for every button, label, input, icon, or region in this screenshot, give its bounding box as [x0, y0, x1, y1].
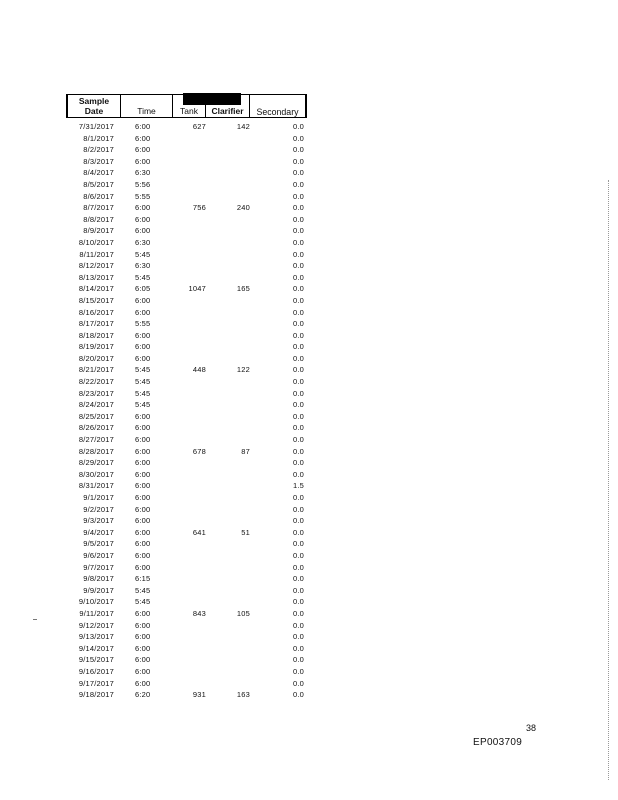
cell-secondary: 0.0: [292, 249, 304, 259]
cell-sample-date: 9/16/2017: [78, 666, 114, 676]
header-tank: Tank: [180, 106, 198, 116]
cell-sample-date: 8/19/2017: [78, 342, 114, 352]
table-row: [66, 214, 307, 226]
cell-sample-date: 8/13/2017: [78, 272, 114, 282]
cell-clarifier: 122: [236, 365, 250, 375]
cell-sample-date: 8/7/2017: [83, 203, 114, 213]
cell-tank: 627: [192, 122, 206, 131]
cell-time: 6:00: [135, 608, 151, 618]
cell-time: 6:00: [135, 423, 151, 433]
cell-sample-date: 9/18/2017: [78, 690, 114, 700]
table-row: [66, 689, 307, 701]
table-row: [66, 133, 307, 145]
cell-time: 6:00: [135, 133, 151, 143]
cell-time: 6:00: [135, 446, 151, 456]
table-row: [66, 202, 307, 214]
table-row: [66, 457, 307, 469]
cell-sample-date: 8/4/2017: [83, 168, 114, 178]
cell-time: 6:00: [135, 550, 151, 560]
cell-sample-date: 8/31/2017: [78, 481, 114, 491]
cell-secondary: 0.0: [292, 203, 304, 213]
cell-sample-date: 8/6/2017: [83, 191, 114, 201]
cell-time: 6:00: [135, 562, 151, 572]
cell-secondary: 0.0: [292, 295, 304, 305]
cell-secondary: 0.0: [292, 133, 304, 143]
cell-secondary: 0.0: [292, 272, 304, 282]
table-row: [66, 388, 307, 400]
cell-time: 6:00: [135, 678, 151, 688]
cell-time: 6:00: [135, 469, 151, 479]
cell-sample-date: 9/12/2017: [78, 620, 114, 630]
cell-time: 5:55: [135, 191, 151, 201]
cell-time: 6:00: [135, 458, 151, 468]
cell-tank: 448: [192, 365, 206, 375]
table-row: [66, 260, 307, 272]
cell-sample-date: 8/12/2017: [78, 261, 114, 271]
cell-secondary: 0.0: [292, 122, 304, 131]
cell-secondary: 0.0: [292, 319, 304, 329]
cell-sample-date: 9/15/2017: [78, 655, 114, 665]
table-row: [66, 608, 307, 620]
table-row: [66, 167, 307, 179]
header-sample-date-line2: Date: [84, 106, 104, 116]
scan-edge-line: [608, 180, 609, 780]
cell-time: 5:45: [135, 597, 151, 607]
cell-secondary: 0.0: [292, 574, 304, 584]
cell-secondary: 0.0: [292, 655, 304, 665]
table-row: [66, 434, 307, 446]
header-secondary: Secondary: [256, 107, 299, 117]
cell-secondary: 0.0: [292, 388, 304, 398]
header-clarifier-cell: [206, 95, 250, 117]
table-row: [66, 144, 307, 156]
table-row: [66, 330, 307, 342]
cell-sample-date: 9/13/2017: [78, 632, 114, 642]
cell-time: 6:20: [135, 690, 151, 700]
table-row: [66, 596, 307, 608]
cell-sample-date: 8/14/2017: [78, 284, 114, 294]
cell-secondary: 0.0: [292, 342, 304, 352]
table-row: [66, 585, 307, 597]
cell-time: 6:00: [135, 655, 151, 665]
cell-sample-date: 8/18/2017: [78, 330, 114, 340]
cell-time: 6:00: [135, 122, 151, 131]
cell-time: 6:00: [135, 156, 151, 166]
cell-sample-date: 9/1/2017: [83, 493, 114, 502]
cell-sample-date: 8/24/2017: [78, 400, 114, 410]
cell-secondary: 0.0: [292, 237, 304, 247]
cell-time: 6:00: [135, 145, 151, 155]
cell-time: 6:00: [135, 527, 151, 537]
cell-sample-date: 9/10/2017: [78, 597, 114, 607]
cell-secondary: 0.0: [292, 690, 304, 700]
cell-clarifier: 163: [236, 690, 250, 700]
table-row: [66, 353, 307, 365]
cell-secondary: 0.0: [292, 145, 304, 155]
table-row: [66, 562, 307, 574]
cell-secondary: 0.0: [292, 284, 304, 294]
cell-sample-date: 8/25/2017: [78, 411, 114, 421]
cell-secondary: 0.0: [292, 469, 304, 479]
cell-tank: 641: [192, 527, 206, 537]
cell-sample-date: 8/16/2017: [78, 307, 114, 317]
cell-time: 6:00: [135, 481, 151, 491]
table-row: [66, 631, 307, 643]
cell-sample-date: 9/2/2017: [83, 504, 114, 514]
table-row: [66, 573, 307, 585]
cell-sample-date: 8/17/2017: [78, 319, 114, 329]
cell-secondary: 0.0: [292, 435, 304, 445]
cell-sample-date: 9/5/2017: [83, 539, 114, 549]
cell-secondary: 0.0: [292, 643, 304, 653]
table-row: [66, 399, 307, 411]
cell-sample-date: 8/10/2017: [78, 237, 114, 247]
cell-time: 6:00: [135, 214, 151, 224]
cell-time: 6:00: [135, 295, 151, 305]
cell-time: 5:45: [135, 272, 151, 282]
table-row: [66, 654, 307, 666]
table-row: [66, 191, 307, 203]
header-sample-date: [68, 95, 121, 117]
cell-sample-date: 9/7/2017: [83, 562, 114, 572]
cell-secondary: 0.0: [292, 330, 304, 340]
cell-sample-date: 8/27/2017: [78, 435, 114, 445]
table-row: [66, 156, 307, 168]
table-row: [66, 272, 307, 284]
table-row: [66, 678, 307, 690]
cell-clarifier: 142: [236, 122, 250, 131]
cell-secondary: 0.0: [292, 261, 304, 271]
cell-sample-date: 8/8/2017: [83, 214, 114, 224]
cell-time: 6:30: [135, 261, 151, 271]
cell-time: 6:00: [135, 353, 151, 363]
table-row: [66, 515, 307, 527]
header-sample-date-line1: Sample: [78, 96, 110, 106]
cell-time: 6:00: [135, 666, 151, 676]
cell-sample-date: 8/9/2017: [83, 226, 114, 236]
bates-number: EP003709: [473, 737, 523, 748]
cell-secondary: 0.0: [292, 666, 304, 676]
cell-sample-date: 9/9/2017: [83, 585, 114, 595]
table-row: [66, 446, 307, 458]
cell-secondary: 0.0: [292, 446, 304, 456]
cell-time: 6:00: [135, 411, 151, 421]
table-row: [66, 527, 307, 539]
cell-time: 6:00: [135, 504, 151, 514]
cell-time: 5:56: [135, 179, 151, 189]
cell-time: 6:00: [135, 330, 151, 340]
table-row: [66, 504, 307, 516]
cell-tank: 1047: [188, 284, 206, 294]
table-row: [66, 422, 307, 434]
cell-secondary: 0.0: [292, 353, 304, 363]
cell-secondary: 0.0: [292, 156, 304, 166]
table-row: [66, 480, 307, 492]
cell-time: 6:00: [135, 226, 151, 236]
cell-time: 6:30: [135, 168, 151, 178]
cell-time: 5:45: [135, 365, 151, 375]
table-row: [66, 249, 307, 261]
cell-time: 6:00: [135, 493, 151, 502]
cell-secondary: 0.0: [292, 377, 304, 387]
cell-sample-date: 8/23/2017: [78, 388, 114, 398]
cell-sample-date: 9/3/2017: [83, 516, 114, 526]
cell-secondary: 0.0: [292, 562, 304, 572]
table-row: [66, 469, 307, 481]
cell-sample-date: 8/21/2017: [78, 365, 114, 375]
cell-sample-date: 8/3/2017: [83, 156, 114, 166]
cell-sample-date: 8/20/2017: [78, 353, 114, 363]
table-row: [66, 550, 307, 562]
cell-secondary: 0.0: [292, 516, 304, 526]
table-row: [66, 318, 307, 330]
cell-time: 6:15: [135, 574, 151, 584]
table-body: [66, 121, 307, 701]
cell-secondary: 0.0: [292, 597, 304, 607]
cell-secondary: 0.0: [292, 527, 304, 537]
cell-secondary: 0.0: [292, 585, 304, 595]
cell-secondary: 0.0: [292, 191, 304, 201]
header-time-cell: [121, 95, 173, 117]
cell-sample-date: 9/17/2017: [78, 678, 114, 688]
cell-time: 5:45: [135, 388, 151, 398]
cell-time: 6:00: [135, 620, 151, 630]
header-secondary-cell: [250, 95, 305, 117]
cell-time: 6:05: [135, 284, 151, 294]
cell-sample-date: 9/4/2017: [83, 527, 114, 537]
table-row: [66, 643, 307, 655]
cell-sample-date: 9/14/2017: [78, 643, 114, 653]
cell-secondary: 0.0: [292, 411, 304, 421]
cell-secondary: 0.0: [292, 307, 304, 317]
table-row: [66, 376, 307, 388]
cell-time: 6:30: [135, 237, 151, 247]
cell-time: 6:00: [135, 643, 151, 653]
table-row: [66, 666, 307, 678]
cell-time: 5:45: [135, 249, 151, 259]
cell-secondary: 0.0: [292, 550, 304, 560]
table-row: [66, 538, 307, 550]
cell-sample-date: 8/28/2017: [78, 446, 114, 456]
cell-sample-date: 9/8/2017: [83, 574, 114, 584]
table-row: [66, 620, 307, 632]
cell-tank: 931: [192, 690, 206, 700]
cell-time: 6:00: [135, 342, 151, 352]
cell-clarifier: 165: [236, 284, 250, 294]
table-row: [66, 121, 307, 133]
cell-sample-date: 8/1/2017: [83, 133, 114, 143]
cell-sample-date: 8/30/2017: [78, 469, 114, 479]
header-time: Time: [137, 106, 156, 116]
cell-time: 6:00: [135, 516, 151, 526]
cell-secondary: 0.0: [292, 678, 304, 688]
table-row: [66, 307, 307, 319]
page-number: 38: [526, 723, 537, 733]
table-row: [66, 295, 307, 307]
cell-time: 5:45: [135, 585, 151, 595]
cell-time: 6:00: [135, 307, 151, 317]
header-tank-cell: [173, 95, 206, 117]
cell-secondary: 0.0: [292, 214, 304, 224]
cell-time: 6:00: [135, 435, 151, 445]
scan-tick-mark: [33, 619, 37, 620]
cell-sample-date: 8/26/2017: [78, 423, 114, 433]
cell-tank: 843: [192, 608, 206, 618]
cell-sample-date: 8/15/2017: [78, 295, 114, 305]
table-row: [66, 364, 307, 376]
cell-sample-date: 8/11/2017: [79, 249, 114, 259]
cell-time: 6:00: [135, 203, 151, 213]
table-row: [66, 225, 307, 237]
cell-secondary: 0.0: [292, 179, 304, 189]
cell-time: 6:00: [135, 539, 151, 549]
table-row: [66, 411, 307, 423]
cell-time: 6:00: [135, 632, 151, 642]
cell-clarifier: 105: [236, 608, 250, 618]
cell-sample-date: 8/29/2017: [78, 458, 114, 468]
cell-time: 5:45: [135, 400, 151, 410]
cell-sample-date: 8/5/2017: [83, 179, 114, 189]
cell-tank: 678: [192, 446, 206, 456]
cell-sample-date: 8/2/2017: [83, 145, 114, 155]
cell-secondary: 0.0: [292, 365, 304, 375]
table-row: [66, 179, 307, 191]
cell-secondary: 0.0: [292, 168, 304, 178]
cell-secondary: 0.0: [292, 539, 304, 549]
cell-sample-date: 9/6/2017: [83, 550, 114, 560]
cell-secondary: 0.0: [292, 458, 304, 468]
header-clarifier: Clarifier: [211, 106, 244, 116]
table-row: [66, 283, 307, 295]
cell-sample-date: 9/11/2017: [79, 608, 114, 618]
cell-sample-date: 7/31/2017: [78, 122, 114, 131]
cell-secondary: 1.5: [292, 481, 304, 491]
table-row: [66, 341, 307, 353]
cell-secondary: 0.0: [292, 423, 304, 433]
table-row: [66, 492, 307, 504]
table-row: [66, 237, 307, 249]
cell-clarifier: 51: [241, 527, 250, 537]
cell-time: 5:55: [135, 319, 151, 329]
cell-secondary: 0.0: [292, 400, 304, 410]
cell-sample-date: 8/22/2017: [78, 377, 114, 387]
cell-secondary: 0.0: [292, 493, 304, 502]
table-header: [66, 94, 307, 118]
cell-time: 5:45: [135, 377, 151, 387]
cell-secondary: 0.0: [292, 504, 304, 514]
cell-secondary: 0.0: [292, 226, 304, 236]
cell-secondary: 0.0: [292, 632, 304, 642]
cell-clarifier: 240: [236, 203, 250, 213]
cell-tank: 756: [192, 203, 206, 213]
cell-secondary: 0.0: [292, 620, 304, 630]
cell-clarifier: 87: [241, 446, 250, 456]
cell-secondary: 0.0: [292, 608, 304, 618]
